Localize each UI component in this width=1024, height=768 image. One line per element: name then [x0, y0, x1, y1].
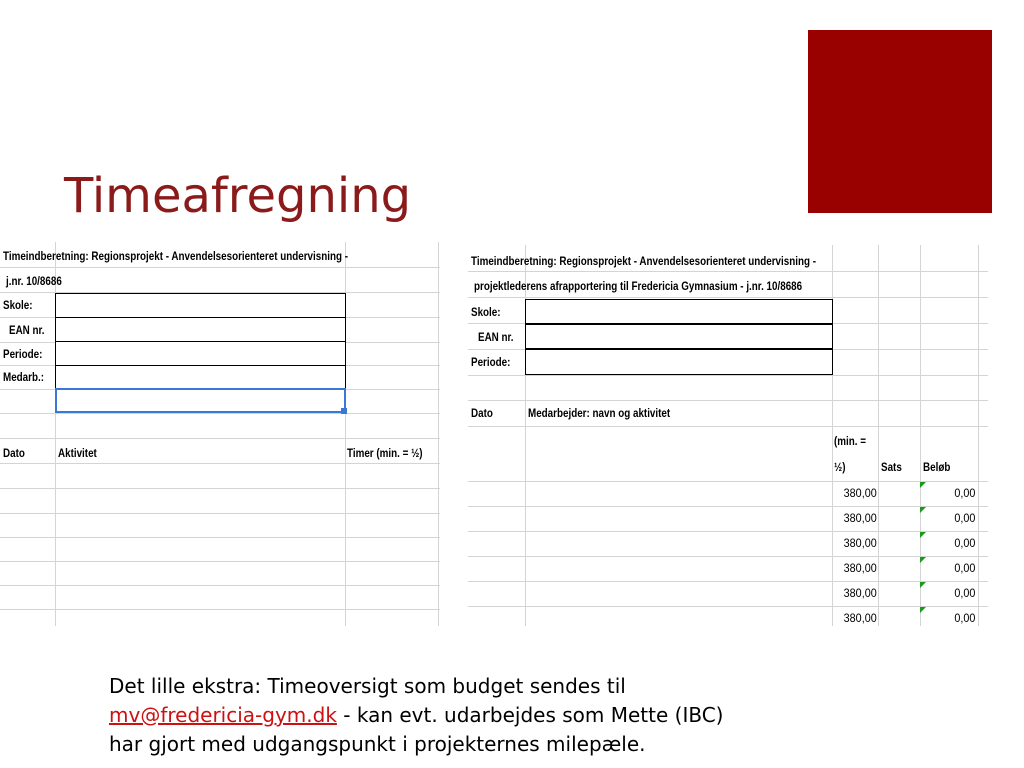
right-col-dato: Dato [471, 406, 493, 420]
beloeb-cell[interactable]: 0,00 [953, 536, 975, 550]
slide-title: Timeafregning [64, 168, 412, 224]
sats-cell[interactable]: 380,00 [843, 536, 877, 550]
right-sheet-title-line1: Timeindberetning: Regionsprojekt - Anvendelsesorienteret undervisning - [471, 254, 817, 268]
green-triangle-icon [920, 507, 926, 513]
right-label-ean: EAN nr. [478, 330, 514, 344]
selected-cell[interactable] [55, 388, 346, 413]
right-col-sats: Sats [881, 460, 902, 474]
left-col-aktivitet: Aktivitet [58, 446, 97, 460]
right-sheet-title-line2: projektlederens afrapportering til Fredericia Gymnasium - j.nr. 10/8686 [474, 279, 803, 293]
left-ean-field[interactable] [55, 317, 346, 342]
right-ean-field[interactable] [525, 324, 833, 349]
right-col-min-line1: (min. = [834, 434, 866, 448]
right-label-skole: Skole: [471, 305, 501, 319]
sats-cell[interactable]: 380,00 [843, 486, 877, 500]
left-label-medarb: Medarb.: [3, 370, 45, 384]
right-col-medarbejder: Medarbejder: navn og aktivitet [528, 406, 671, 420]
body-text [109, 672, 909, 759]
sats-cell[interactable]: 380,00 [843, 611, 877, 625]
green-triangle-icon [920, 482, 926, 488]
green-triangle-icon [920, 607, 926, 613]
accent-box [808, 30, 992, 213]
beloeb-cell[interactable]: 0,00 [953, 511, 975, 525]
body-line3: har gjort med udgangspunkt i projekternes milepæle. [109, 732, 646, 756]
left-spreadsheet [0, 242, 440, 626]
sats-cell[interactable]: 380,00 [843, 586, 877, 600]
left-label-ean: EAN nr. [9, 323, 45, 337]
beloeb-cell[interactable]: 0,00 [953, 561, 975, 575]
green-triangle-icon [920, 557, 926, 563]
beloeb-cell[interactable]: 0,00 [953, 486, 975, 500]
right-col-min-line2: ½) [834, 460, 846, 474]
body-line2 [109, 701, 909, 730]
beloeb-cell[interactable]: 0,00 [953, 586, 975, 600]
green-triangle-icon [920, 532, 926, 538]
left-sheet-title-line2: j.nr. 10/8686 [6, 274, 62, 288]
body-line2-rest: - kan evt. udarbejdes som Mette (IBC) [336, 703, 724, 727]
left-col-timer: Timer (min. = ½) [347, 446, 423, 460]
sats-cell[interactable]: 380,00 [843, 561, 877, 575]
body-line1: Det lille ekstra: Timeoversigt som budget sendes til [109, 674, 626, 698]
right-col-beloeb: Beløb [923, 460, 951, 474]
beloeb-cell[interactable]: 0,00 [953, 611, 975, 625]
left-periode-field[interactable] [55, 341, 346, 366]
right-skole-field[interactable] [525, 299, 833, 324]
right-periode-field[interactable] [525, 349, 833, 375]
left-skole-field[interactable] [55, 293, 346, 318]
email-link[interactable]: mv@fredericia-gym.dk [109, 703, 337, 727]
left-sheet-title-line1: Timeindberetning: Regionsprojekt - Anvendelsesorienteret undervisning - [3, 249, 349, 263]
sats-cell[interactable]: 380,00 [843, 511, 877, 525]
right-spreadsheet [468, 245, 988, 626]
left-label-periode: Periode: [3, 347, 43, 361]
right-label-periode: Periode: [471, 355, 511, 369]
left-label-skole: Skole: [3, 298, 33, 312]
fill-handle[interactable] [341, 408, 347, 414]
left-col-dato: Dato [3, 446, 25, 460]
green-triangle-icon [920, 582, 926, 588]
left-medarb-field[interactable] [55, 365, 346, 390]
